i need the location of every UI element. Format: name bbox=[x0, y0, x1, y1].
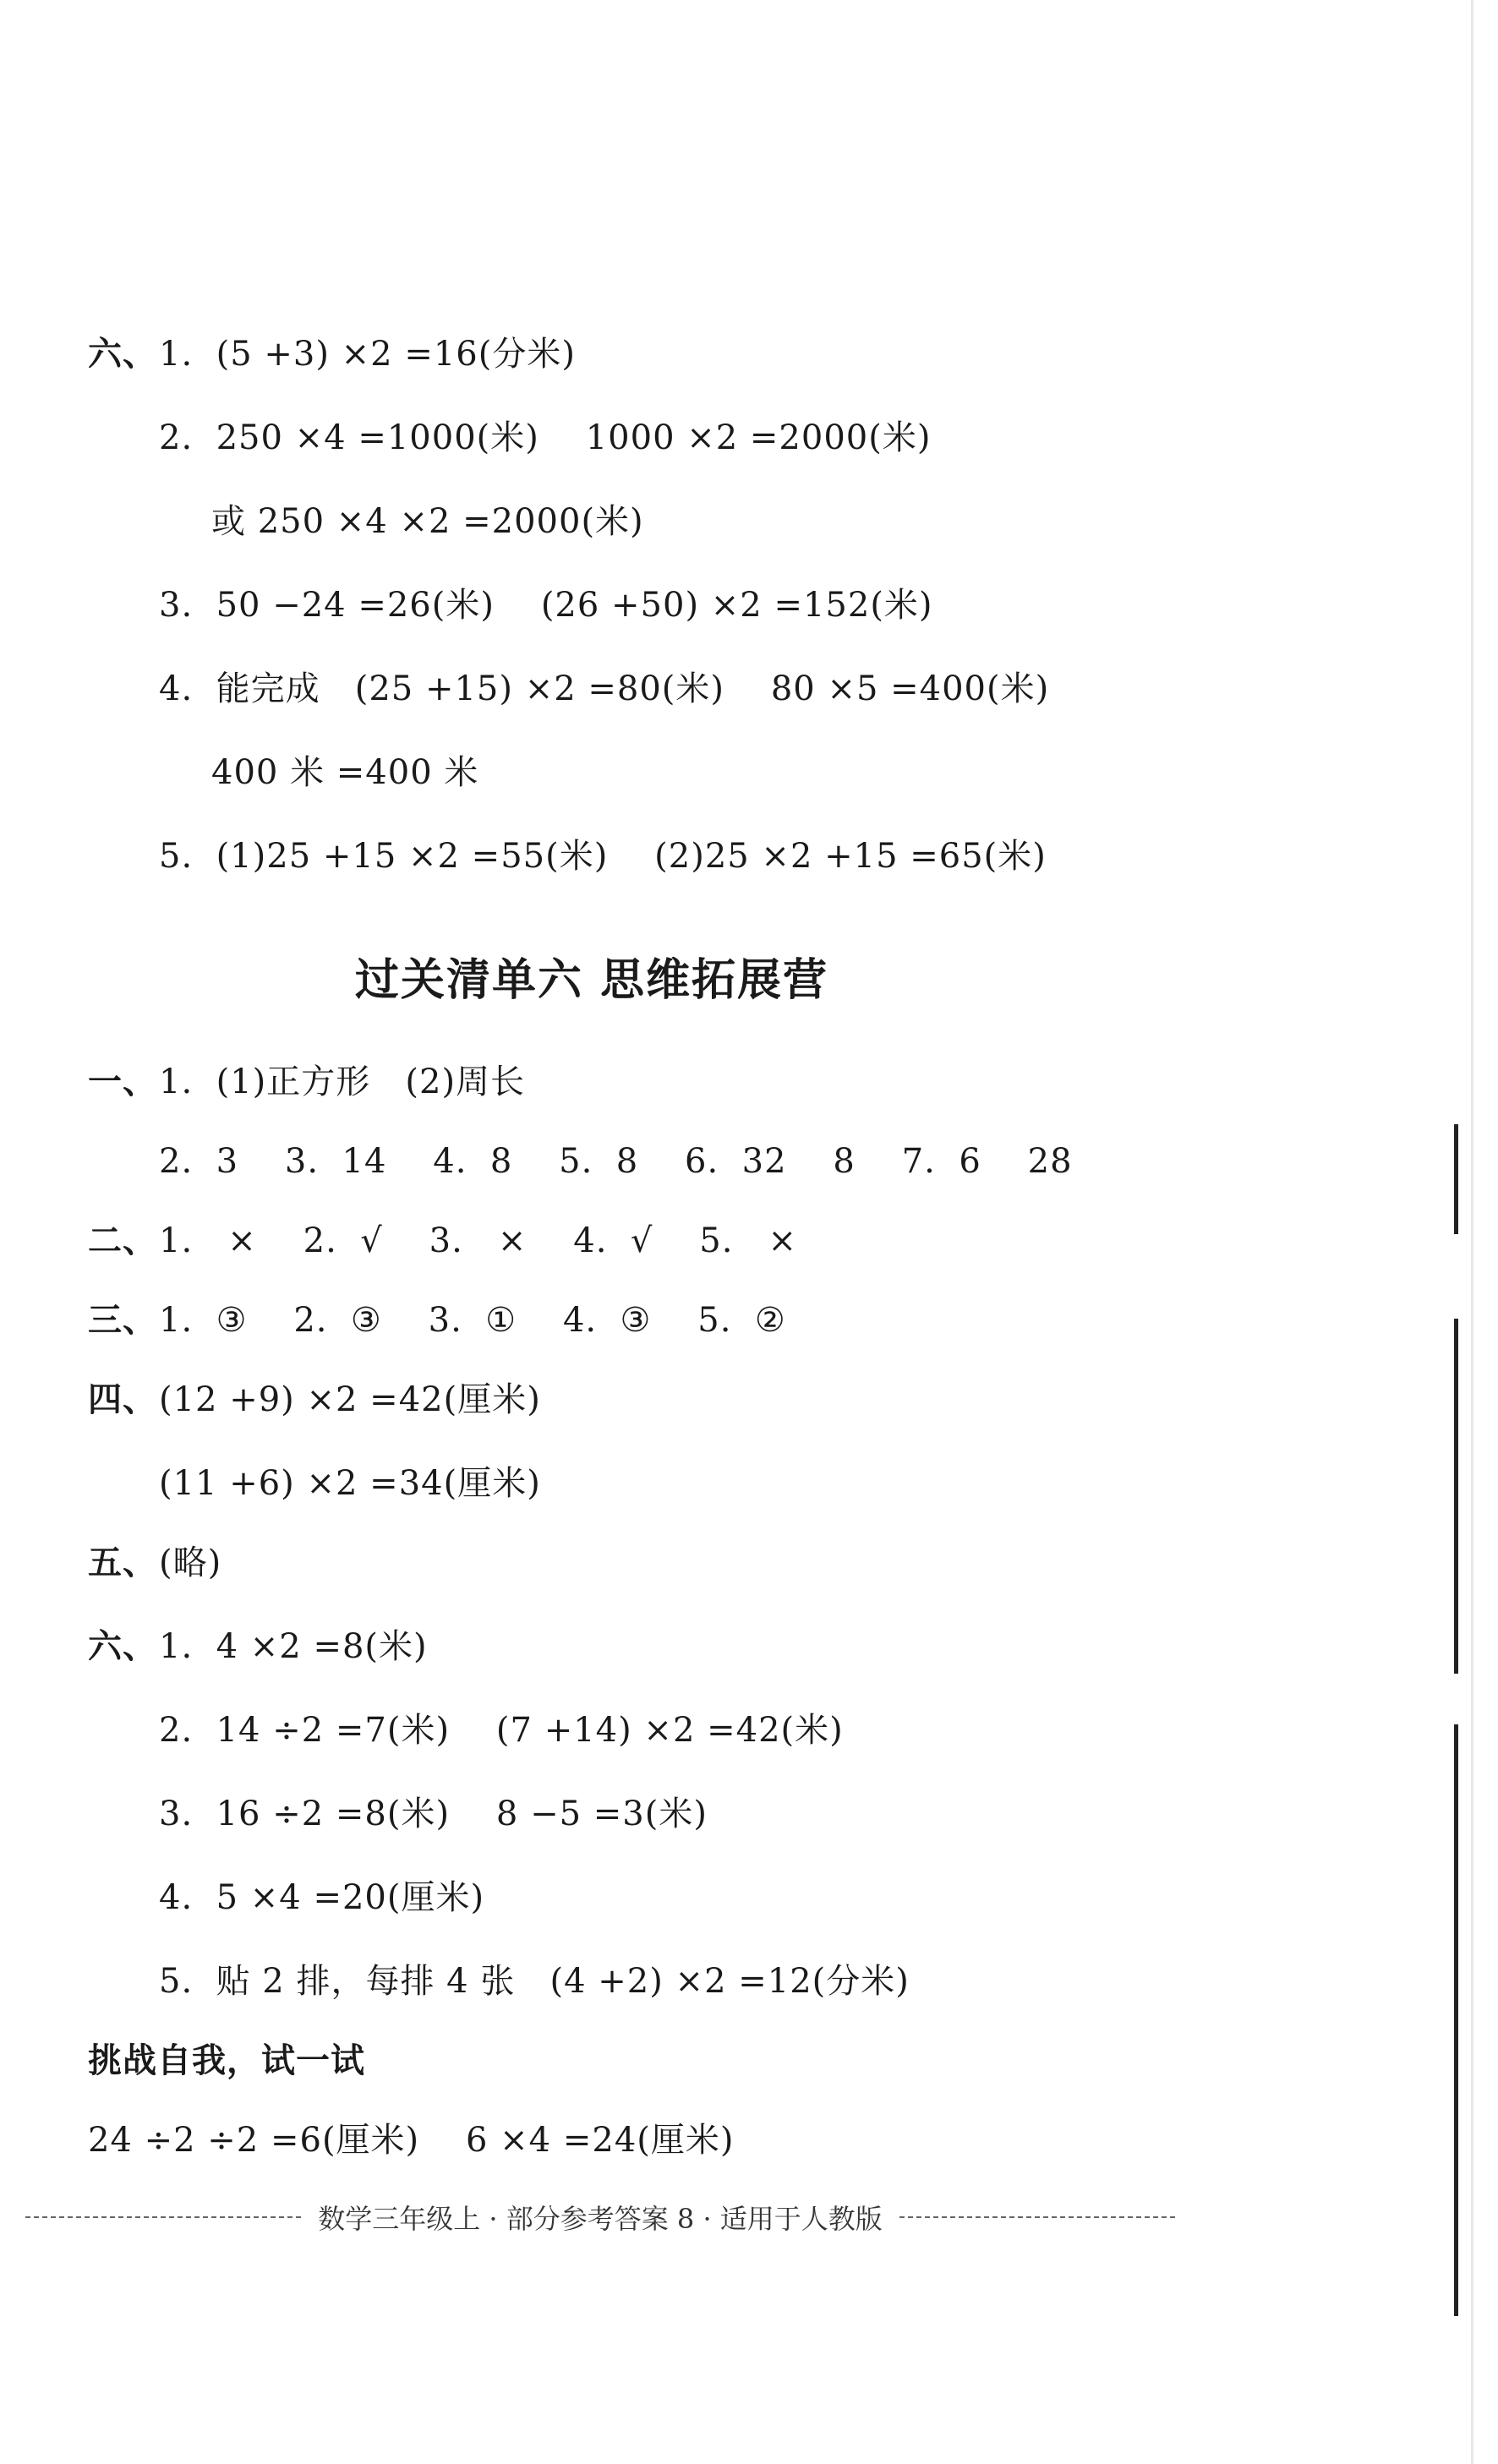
answer-line: 4. 能完成 (25 +15) ×2 =80(米) 80 ×5 =400(米) bbox=[159, 669, 1050, 708]
scan-edge-mark bbox=[1454, 1724, 1458, 2316]
footer-divider-left bbox=[25, 2216, 301, 2218]
footer-divider-right bbox=[899, 2216, 1175, 2218]
answer-line: 400 米 =400 米 bbox=[211, 753, 479, 792]
scan-edge-shadow bbox=[1471, 0, 1473, 2464]
section-title: 过关清单六 思维拓展营 bbox=[354, 955, 829, 1006]
answer-line: 2. 250 ×4 =1000(米) 1000 ×2 =2000(米) bbox=[159, 418, 932, 457]
answer-line: 4. 5 ×4 =20(厘米) bbox=[159, 1878, 485, 1917]
answer-line: 3. 16 ÷2 =8(米) 8 −5 =3(米) bbox=[159, 1795, 708, 1833]
answer-line: 或 250 ×4 ×2 =2000(米) bbox=[211, 502, 644, 541]
answer-line: 1. (5 +3) ×2 =16(分米) bbox=[159, 335, 576, 374]
scan-edge-mark bbox=[1454, 1124, 1458, 1234]
answer-line: 1. × 2. √ 3. × 4. √ 5. × bbox=[159, 1221, 798, 1260]
scan-edge-mark bbox=[1454, 1319, 1458, 1674]
section-prefix-six: 六、 bbox=[88, 1627, 157, 1666]
answer-line: 1. 4 ×2 =8(米) bbox=[159, 1627, 428, 1666]
answer-line: 3. 50 −24 =26(米) (26 +50) ×2 =152(米) bbox=[159, 586, 933, 625]
answer-line: 1. ③ 2. ③ 3. ① 4. ③ 5. ② bbox=[159, 1301, 786, 1340]
answer-line: 2. 3 3. 14 4. 8 5. 8 6. 32 8 7. 6 28 bbox=[159, 1142, 1073, 1181]
section-prefix-five: 五、 bbox=[88, 1543, 157, 1582]
answer-line: (11 +6) ×2 =34(厘米) bbox=[159, 1464, 541, 1503]
footer-text: 数学三年级上 · 部分参考答案 8 · 适用于人教版 bbox=[318, 2203, 883, 2235]
section-prefix-six-top: 六、 bbox=[88, 335, 157, 374]
page-footer bbox=[25, 2196, 1175, 2238]
answer-line: (略) bbox=[159, 1543, 222, 1582]
section-prefix-one: 一、 bbox=[88, 1063, 157, 1101]
challenge-heading: 挑战自我，试一试 bbox=[88, 2041, 365, 2080]
answer-line: 5. (1)25 +15 ×2 =55(米) (2)25 ×2 +15 =65(米) bbox=[159, 837, 1047, 876]
section-prefix-two: 二、 bbox=[88, 1221, 157, 1260]
section-prefix-three: 三、 bbox=[88, 1301, 157, 1340]
section-prefix-four: 四、 bbox=[88, 1380, 157, 1419]
answer-line: 1. (1)正方形 (2)周长 bbox=[159, 1063, 526, 1101]
answer-line: 2. 14 ÷2 =7(米) (7 +14) ×2 =42(米) bbox=[159, 1711, 844, 1750]
answer-line: (12 +9) ×2 =42(厘米) bbox=[159, 1380, 541, 1419]
challenge-answer: 24 ÷2 ÷2 =6(厘米) 6 ×4 =24(厘米) bbox=[88, 2121, 735, 2160]
answer-line: 5. 贴 2 排，每排 4 张 (4 +2) ×2 =12(分米) bbox=[159, 1962, 910, 2001]
